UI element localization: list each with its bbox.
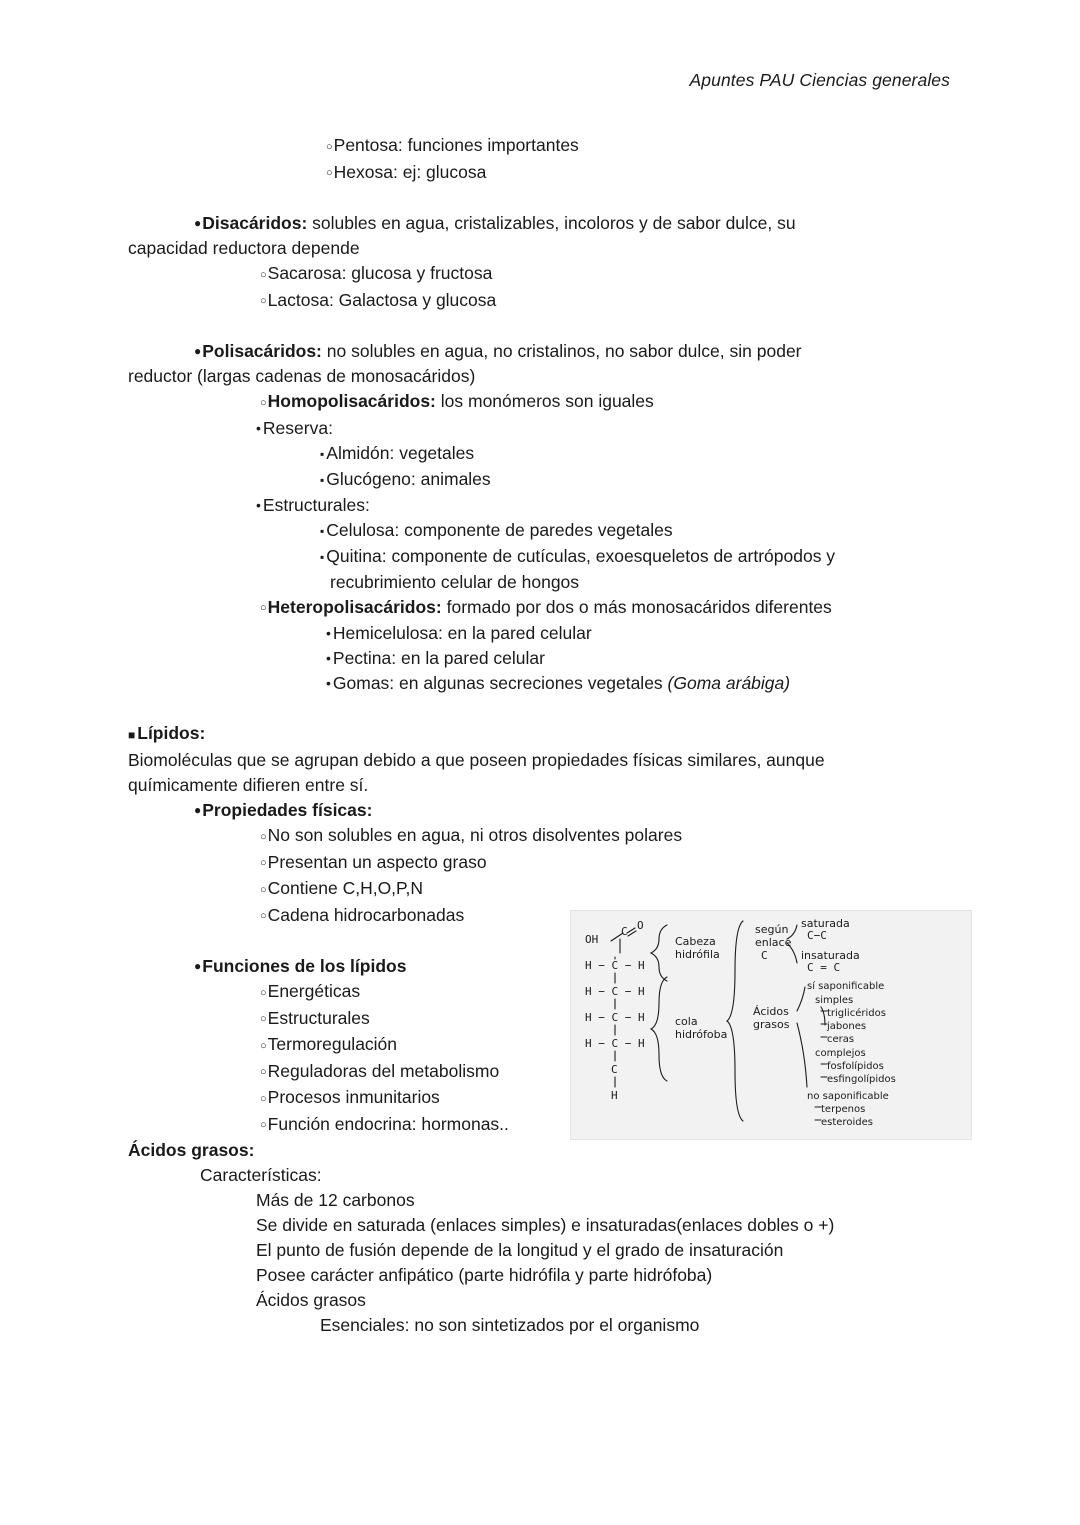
- diagram-label-hidrofoba: hidrófoba: [675, 1028, 728, 1041]
- list-item: [320, 518, 952, 544]
- diagram-label-simples: simples: [815, 995, 854, 1006]
- diagram-label-si-saponificable: sí saponificable: [807, 981, 885, 992]
- diagram-chain-1: H − C − H: [585, 959, 645, 972]
- spacer: [128, 186, 952, 211]
- list-item: [260, 595, 952, 622]
- list-item-label: Quitina: componente de cutículas, exoesqueletos de artrópodos y: [326, 545, 836, 566]
- diagram-label-trigliceridos: triglicéridos: [827, 1008, 886, 1019]
- paragraph-text: Esenciales: no son sintetizados por el organismo: [320, 1315, 700, 1335]
- list-item-label: Cadena hidrocarbonadas: [267, 904, 465, 925]
- list-item: [260, 850, 952, 877]
- list-item: [326, 133, 952, 160]
- list-item-label: Energéticas: [267, 981, 361, 1001]
- paragraph-line: [200, 1163, 952, 1188]
- diagram-chain-2: H − C − H: [585, 985, 645, 998]
- list-item: [256, 493, 952, 518]
- section-heading: [128, 721, 952, 748]
- diagram-label-no-saponificable: no saponificable: [807, 1091, 889, 1102]
- diagram-label-fosfolipidos: fosfolípidos: [827, 1061, 884, 1072]
- section-heading-label: Ácidos grasos:: [128, 1140, 255, 1160]
- list-item: [256, 416, 952, 441]
- paragraph-text: químicamente difieren entre sí.: [128, 775, 369, 795]
- diagram-chain-3: H − C − H: [585, 1011, 645, 1024]
- diagram-label-oh: OH: [585, 933, 599, 946]
- diagram-label-saturada-cc: C−C: [807, 929, 827, 942]
- diagram-label-c: C: [621, 925, 628, 938]
- list-item: [194, 798, 952, 823]
- list-item: [260, 389, 952, 416]
- list-item-label: Estructurales: [267, 1007, 370, 1028]
- diagram-label-insaturada: insaturada: [801, 949, 860, 962]
- paragraph-line: [256, 1288, 952, 1313]
- list-item-label: Glucógeno: animales: [326, 468, 491, 489]
- paragraph-line: [256, 1263, 952, 1288]
- diagram-chain-4: H − C − H: [585, 1037, 645, 1050]
- list-item: [326, 160, 952, 187]
- diagram-label-terpenos: terpenos: [821, 1104, 866, 1115]
- paragraph-text: recubrimiento celular de hongos: [330, 571, 580, 592]
- diagram-label-segun: según: [755, 923, 789, 936]
- diagram-label-jabones: jabones: [827, 1021, 867, 1032]
- list-item-term: Funciones de los lípidos: [202, 956, 407, 976]
- page-header: Apuntes PAU Ciencias generales: [689, 70, 950, 90]
- diagram-chain-5: C: [611, 1063, 618, 1076]
- section-heading-label: Lípidos:: [137, 723, 206, 743]
- list-item-term: Disacáridos:: [202, 213, 308, 233]
- list-item-term: Heteropolisacáridos:: [267, 596, 442, 617]
- paragraph-text: Ácidos grasos: [256, 1290, 366, 1310]
- paragraph-line: [128, 773, 952, 798]
- diagram-label-insaturada-cc: C = C: [807, 961, 841, 974]
- paragraph-text: Más de 12 carbonos: [256, 1190, 415, 1210]
- diagram-label-esteroides: esteroides: [821, 1117, 873, 1128]
- list-item-term: Polisacáridos:: [202, 341, 322, 361]
- paragraph-text: Posee carácter anfipático (parte hidrófila y parte hidrófoba): [256, 1265, 713, 1285]
- list-item-label: Celulosa: componente de paredes vegetales: [326, 519, 673, 540]
- list-item: [326, 621, 952, 646]
- paragraph-line: [256, 1188, 952, 1213]
- list-item: [320, 441, 952, 467]
- diagram-label-saturada: saturada: [801, 917, 850, 930]
- list-item-label: Reguladoras del metabolismo: [267, 1060, 500, 1081]
- paragraph-text: El punto de fusión depende de la longitud y el grado de insaturación: [256, 1240, 784, 1260]
- list-item: [326, 646, 952, 671]
- diagram-label-hidrofila: hidrófila: [675, 948, 720, 961]
- paragraph-text: Se divide en saturada (enlaces simples) e insaturadas(enlaces dobles o +): [256, 1215, 835, 1235]
- list-item-label: Contiene C,H,O,P,N: [267, 878, 423, 898]
- list-item: [260, 876, 952, 903]
- diagram-label-cola: cola: [675, 1015, 698, 1028]
- list-item: [194, 211, 952, 236]
- list-item-label: Pentosa: funciones importantes: [333, 135, 579, 155]
- section-heading: [128, 1138, 952, 1163]
- list-item-label: los monómeros son iguales: [435, 391, 654, 411]
- diagram-label-enlace: enlace: [755, 936, 792, 949]
- list-item-label: No son solubles en agua, ni otros disolventes polares: [267, 825, 683, 845]
- list-item-label: Almidón: vegetales: [326, 442, 475, 463]
- diagram-label-o: O: [637, 919, 644, 932]
- list-item: [326, 671, 952, 696]
- paragraph-text: reductor (largas cadenas de monosacáridos): [128, 366, 476, 386]
- list-item-term: Propiedades físicas:: [202, 800, 373, 820]
- list-item: [260, 261, 952, 288]
- list-item-label: Reserva:: [262, 417, 333, 438]
- paragraph-line: [256, 1213, 952, 1238]
- paragraph-text: Biomoléculas que se agrupan debido a que poseen propiedades físicas similares, aunque: [128, 750, 825, 770]
- diagram-label-esfingolipidos: esfingolípidos: [827, 1074, 896, 1085]
- list-item: [260, 288, 952, 315]
- list-item: [320, 544, 952, 570]
- paragraph-line: [256, 1238, 952, 1263]
- list-item-label: Gomas: en algunas secreciones vegetales: [332, 673, 668, 693]
- paragraph-text: Características:: [200, 1165, 322, 1185]
- paragraph-line: [128, 364, 952, 389]
- diagram-label-ceras: ceras: [827, 1034, 855, 1045]
- list-item-label: Hexosa: ej: glucosa: [333, 161, 487, 182]
- list-item-term: Homopolisacáridos:: [267, 391, 436, 411]
- diagram-label-grasos: grasos: [753, 1018, 790, 1031]
- list-item: [260, 823, 952, 850]
- list-item-label: solubles en agua, cristalizables, incoloros y de sabor dulce, su: [307, 213, 796, 233]
- spacer: [128, 314, 952, 339]
- list-item-label: Termoregulación: [267, 1034, 398, 1054]
- list-item-label: Procesos inmunitarios: [267, 1087, 440, 1107]
- list-item-label: no solubles en agua, no cristalinos, no sabor dulce, sin poder: [321, 341, 802, 361]
- list-item-label: Presentan un aspecto graso: [267, 851, 487, 872]
- list-item-label: Estructurales:: [262, 494, 370, 515]
- diagram-chain-6: H: [611, 1089, 618, 1102]
- list-item-note: (Goma arábiga): [667, 673, 791, 693]
- diagram-label-complejos: complejos: [815, 1048, 866, 1059]
- spacer: [128, 696, 952, 721]
- list-item-label: Lactosa: Galactosa y glucosa: [267, 289, 497, 310]
- list-item: [194, 339, 952, 364]
- list-item: [320, 467, 952, 493]
- list-item-label: Función endocrina: hormonas..: [267, 1113, 509, 1134]
- paragraph-text: capacidad reductora depende: [128, 238, 360, 258]
- paragraph-line: [128, 748, 952, 773]
- list-item-label: Pectina: en la pared celular: [332, 648, 545, 668]
- document-body: [128, 133, 952, 1338]
- list-item-label: Sacarosa: glucosa y fructosa: [267, 263, 493, 283]
- lipid-diagram-image: [570, 910, 972, 1140]
- paragraph-line: [320, 1313, 952, 1338]
- paragraph-line: [128, 236, 952, 261]
- list-item-label: Hemicelulosa: en la pared celular: [332, 623, 592, 643]
- lipid-diagram-svg: [571, 911, 971, 1139]
- diagram-label-cabeza: Cabeza: [675, 935, 716, 948]
- diagram-label-c2: C: [761, 949, 768, 962]
- list-item-label: formado por dos o más monosacáridos diferentes: [441, 596, 832, 617]
- paragraph-line: [330, 570, 952, 595]
- diagram-label-acidos: Ácidos: [753, 1005, 789, 1018]
